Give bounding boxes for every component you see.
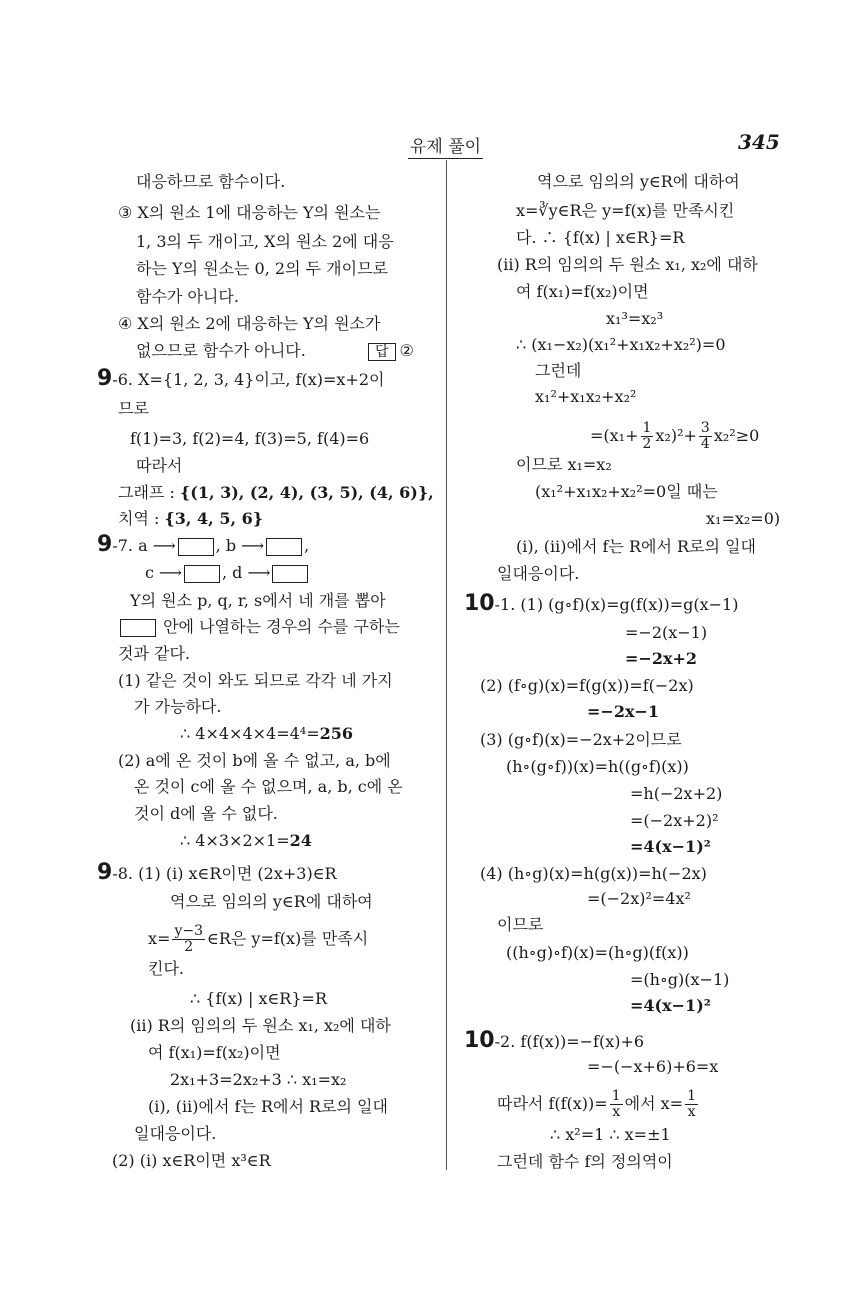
text-line [590, 421, 759, 452]
math: 따라서 f(f(x))= [497, 1094, 608, 1113]
text-line [148, 924, 368, 955]
text-line: x=∛y∈R은 y=f(x)를 만족시킨 [516, 201, 735, 220]
result-line: =4(x−1)² [630, 996, 711, 1015]
problem-number: 9 [97, 366, 113, 391]
text-line: =h(−2x+2) [630, 784, 723, 803]
text-line: ③ X의 원소 1에 대응하는 Y의 원소는 [118, 203, 381, 222]
label: 그래프 : [118, 483, 175, 502]
answer-marker [368, 341, 414, 361]
text-line: 일대응이다. [497, 564, 580, 583]
blank-box [120, 619, 156, 637]
fraction [699, 421, 712, 452]
result-value: 256 [319, 724, 354, 743]
text-line: x₁=x₂=0) [706, 509, 781, 528]
text-line: (h∘(g∘f))(x)=h((g∘f)(x)) [506, 757, 689, 776]
text-line: (x₁²+x₁x₂+x₂²=0일 때는 [535, 482, 718, 501]
text-line: 일대응이다. [134, 1124, 217, 1143]
math: ∴ 4×3×2×1= [180, 831, 290, 850]
text-line [118, 617, 400, 637]
text-line: =(−2x+2)² [630, 811, 719, 830]
text-line: x₁³=x₂³ [606, 309, 664, 328]
text-line: (4) (h∘g)(x)=h(g(x))=h(−2x) [480, 864, 707, 883]
text-line: 이므로 x₁=x₂ [516, 455, 612, 474]
problem-subnumber: -2. [494, 1032, 516, 1051]
text-line: (2) (f∘g)(x)=f(g(x))=f(−2x) [480, 676, 694, 695]
denominator: 4 [700, 436, 710, 452]
text-line: 1, 3의 두 개이고, X의 원소 2에 대응 [136, 232, 394, 251]
text-line: 것이 d에 올 수 없다. [134, 804, 278, 823]
math: c ⟶ [145, 563, 182, 582]
text-line: 2x₁+3=2x₂+3 ∴ x₁=x₂ [170, 1070, 347, 1089]
text-line: =−2(x−1) [625, 623, 708, 642]
text-line: (i), (ii)에서 f는 R에서 R로의 일대 [148, 1097, 388, 1116]
problem-number: 10 [464, 591, 495, 616]
numerator: 1 [687, 1088, 696, 1104]
text-line: (ii) R의 임의의 두 원소 x₁, x₂에 대하 [130, 1016, 391, 1035]
fraction [641, 421, 654, 452]
text-line: 없으므로 함수가 아니다. [136, 341, 306, 360]
blank-box [266, 538, 302, 556]
text-line: (ii) R의 임의의 두 원소 x₁, x₂에 대하 [497, 255, 758, 274]
problem-number: 9 [97, 532, 113, 557]
text-line: 그런데 [535, 361, 582, 380]
result-line [180, 831, 312, 851]
text-line: ∴ x²=1 ∴ x=±1 [550, 1125, 671, 1144]
text-line: 여 f(x₁)=f(x₂)이면 [516, 282, 649, 301]
text-line: Y의 원소 p, q, r, s에서 네 개를 뽑아 [130, 591, 386, 610]
problem-10-1 [464, 591, 739, 616]
text-line: 이므로 [497, 915, 544, 934]
math: , [304, 536, 310, 555]
text-line: 따라서 [136, 456, 183, 475]
problem-number: 10 [464, 1028, 495, 1053]
problem-subnumber: -8. [112, 864, 133, 883]
text: 안에 나열하는 경우의 수를 구하는 [163, 617, 400, 636]
graph-line [118, 483, 434, 503]
text-line: 것과 같다. [118, 644, 190, 663]
text-line: f(1)=3, f(2)=4, f(3)=5, f(4)=6 [130, 429, 370, 448]
math: a ⟶ [138, 536, 176, 555]
math: , b ⟶ [215, 536, 265, 555]
text-line: (1) 같은 것이 와도 되므로 각각 네 가지 [118, 671, 393, 690]
column-divider [446, 160, 447, 1170]
text-line [497, 1089, 700, 1120]
problem-subnumber: -7. [112, 536, 133, 555]
text-line: ((h∘g)∘f)(x)=(h∘g)(f(x)) [506, 943, 689, 962]
text-line: 역으로 임의의 y∈R에 대하여 [537, 172, 740, 191]
math: 에서 x= [624, 1094, 684, 1113]
problem-subnumber: -6. [112, 370, 133, 389]
text-line: ∴ (x₁−x₂)(x₁²+x₁x₂+x₂²)=0 [516, 335, 726, 354]
answer-value: ② [399, 341, 414, 360]
graph-value: {(1, 3), (2, 4), (3, 5), (4, 6)}, [179, 483, 434, 502]
result-line: =4(x−1)² [630, 837, 711, 856]
math: , d ⟶ [221, 563, 271, 582]
blank-box [184, 565, 220, 583]
text-line: 그런데 함수 f의 정의역이 [497, 1152, 673, 1171]
text-line: X={1, 2, 3, 4}이고, f(x)=x+2이 [138, 370, 385, 389]
text-line: x₁²+x₁x₂+x₂² [535, 387, 637, 406]
answer-label: 답 [368, 343, 396, 361]
blank-box [272, 565, 308, 583]
text-line: (2) (i) x∈R이면 x³∈R [112, 1151, 271, 1170]
numerator: 3 [700, 420, 710, 436]
math: x₂²≥0 [713, 426, 760, 445]
section-title: 유제 풀이 [408, 132, 483, 159]
numerator: 1 [611, 1088, 621, 1104]
problem-number: 9 [97, 860, 113, 885]
text-line: =−(−x+6)+6=x [587, 1057, 719, 1076]
numerator: 1 [642, 420, 652, 436]
denominator: 2 [642, 436, 652, 452]
problem-10-2 [464, 1028, 645, 1053]
text-line: ④ X의 원소 2에 대응하는 Y의 원소가 [118, 314, 381, 333]
text-line [145, 563, 310, 583]
result-line: =−2x+2 [625, 649, 698, 668]
problem-9-8 [97, 860, 337, 885]
text-line: f(f(x))=−f(x)+6 [520, 1032, 645, 1051]
fraction [610, 1089, 623, 1120]
denominator: 2 [184, 939, 194, 955]
text-line: 가 가능하다. [134, 697, 222, 716]
math: ∴ 4×4×4×4=4⁴= [180, 724, 320, 743]
text-line: (1) (g∘f)(x)=g(f(x))=g(x−1) [520, 595, 739, 614]
text-line: =(−2x)²=4x² [587, 889, 691, 908]
text-line: (i), (ii)에서 f는 R에서 R로의 일대 [516, 537, 756, 556]
problem-9-7 [97, 532, 310, 557]
numerator: y−3 [174, 923, 203, 939]
fraction [172, 924, 205, 955]
page-number: 345 [738, 130, 780, 154]
label: 치역 : [118, 509, 160, 528]
result-line [180, 724, 353, 744]
text-line: (1) (i) x∈R이면 (2x+3)∈R [138, 864, 337, 883]
denominator: x [612, 1104, 621, 1120]
text-line: 온 것이 c에 올 수 없으며, a, b, c에 온 [134, 777, 403, 796]
problem-subnumber: -1. [494, 595, 516, 614]
math: =(x₁+ [590, 426, 639, 445]
text-line: 역으로 임의의 y∈R에 대하여 [170, 892, 373, 911]
result-line: =−2x−1 [587, 702, 660, 721]
math: x₂)²+ [655, 426, 697, 445]
text-line: 여 f(x₁)=f(x₂)이면 [148, 1043, 281, 1062]
text-line: 하는 Y의 원소는 0, 2의 두 개이므로 [136, 259, 388, 278]
fraction [685, 1089, 698, 1120]
text-line: ∴ {f(x) | x∈R}=R [190, 989, 327, 1008]
denominator: x [687, 1104, 696, 1120]
range-line [118, 509, 263, 529]
text-line: (2) a에 온 것이 b에 올 수 없고, a, b에 [118, 751, 391, 770]
text-line: 므로 [118, 399, 149, 418]
problem-9-6 [97, 366, 385, 391]
math: x= [148, 929, 171, 948]
text-line: =(h∘g)(x−1) [630, 970, 730, 989]
text-line: 대응하므로 함수이다. [136, 172, 286, 191]
text-line: 함수가 아니다. [136, 287, 239, 306]
math: ∈R은 y=f(x)를 만족시 [206, 929, 369, 948]
text-line: 다. ∴ {f(x) | x∈R}=R [516, 228, 685, 247]
range-value: {3, 4, 5, 6} [164, 509, 264, 528]
blank-box [178, 538, 214, 556]
text-line: (3) (g∘f)(x)=−2x+2이므로 [480, 730, 682, 749]
text-line: 킨다. [148, 959, 184, 978]
result-value: 24 [289, 831, 312, 850]
